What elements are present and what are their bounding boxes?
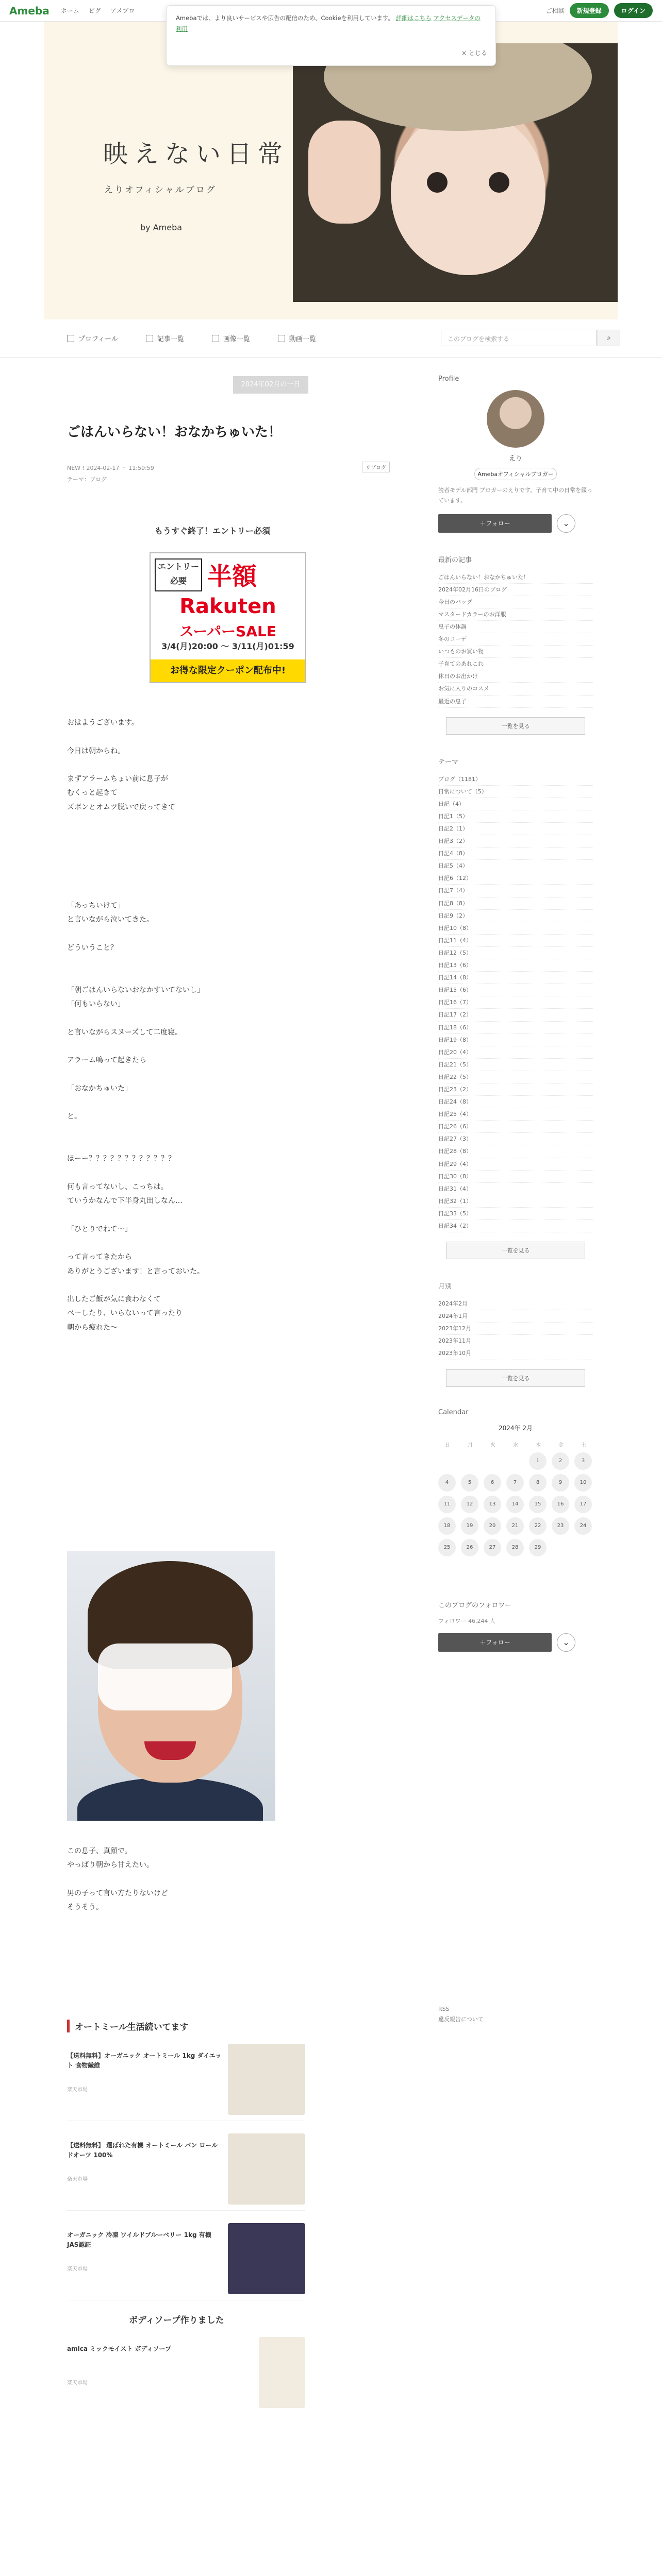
banner-date: 3/4(月)20:00 〜 3/11(月)01:59	[161, 641, 294, 651]
recent-more-button[interactable]: 一覧を見る	[446, 717, 585, 735]
calendar-weekday: 水	[513, 1442, 518, 1448]
date-box: 2024年02月の一日	[233, 376, 308, 394]
archive-item[interactable]: 2024年1月	[438, 1310, 593, 1323]
calendar-day	[574, 1539, 592, 1556]
body-line	[67, 1166, 376, 1180]
calendar-day	[552, 1539, 569, 1556]
blog-header	[44, 22, 618, 319]
calendar-weekday: 月	[468, 1442, 473, 1448]
body-line	[67, 1011, 376, 1025]
post-meta: NEW ! 2024-02-17 ・ 11:59:59	[67, 465, 154, 471]
archive-heading: 月別	[438, 1283, 452, 1291]
theme-item[interactable]: 日記30（8）	[438, 1171, 593, 1183]
follow-row	[438, 514, 593, 533]
cookie-link-data[interactable]: アクセスデータの利用	[176, 14, 481, 32]
recent-item[interactable]: 休日のお出かけ	[438, 670, 593, 683]
avatar[interactable]	[487, 390, 544, 448]
calendar-day	[506, 1452, 524, 1470]
body-line: ありがとうございます！と言っておいた。	[67, 1267, 204, 1276]
photo-blur	[98, 1643, 232, 1710]
ad-shop: 楽天市場	[67, 2177, 88, 2182]
ad-title: amica ミックモイスト ボディソープ	[67, 2345, 172, 2352]
calendar-day[interactable]: 7	[506, 1474, 524, 1492]
sidebar	[438, 375, 593, 1652]
report-link[interactable]: 違反報告について	[438, 2015, 484, 2023]
recent-item[interactable]: 2024年02月16日のブログ	[438, 584, 593, 596]
body-line	[67, 969, 376, 983]
follow-row-2	[438, 1633, 593, 1652]
recent-item[interactable]: 最近の息子	[438, 696, 593, 708]
nav-home[interactable]: ホーム	[60, 7, 79, 14]
nav-articles-label: 記事一覧	[157, 335, 184, 343]
ad-shop: 楽天市場	[67, 2266, 88, 2272]
calendar-weekday: 日	[445, 1442, 450, 1448]
calendar-weekday: 土	[581, 1442, 586, 1448]
post-photo[interactable]	[67, 1551, 275, 1821]
body-line: 朝から疲れた〜	[67, 1323, 118, 1332]
calendar-day[interactable]: 9	[552, 1474, 569, 1492]
recent-item[interactable]: 冬のコーデ	[438, 633, 593, 646]
theme-item[interactable]: 日記19（8）	[438, 1034, 593, 1046]
ad-item[interactable]	[67, 2223, 305, 2300]
body-line: ズボンとオムツ脱いで戻ってきて	[67, 803, 175, 811]
theme-item[interactable]: 日記28（8）	[438, 1145, 593, 1158]
ad-image	[228, 2223, 305, 2294]
body-line: 「何もいらない」	[67, 999, 125, 1008]
body-line	[67, 1096, 376, 1110]
theme-item[interactable]: 日常について（5）	[438, 786, 593, 798]
body-line: むくっと起きて	[67, 789, 118, 798]
calendar-day[interactable]: 25	[438, 1539, 456, 1556]
recent-item[interactable]: ごはんいらない！おなかちゅいた！	[438, 571, 593, 584]
nav-ameblo[interactable]: アメブロ	[110, 7, 135, 14]
calendar-weekday: 木	[536, 1442, 541, 1448]
cookie-link-detail[interactable]: 詳細はこちら	[395, 14, 432, 22]
body-line	[67, 758, 376, 772]
body-line: と言いながらスヌーズして二度寝。	[67, 1028, 183, 1037]
body-line	[67, 1067, 376, 1081]
recent-item[interactable]: お気に入りのコスメ	[438, 683, 593, 695]
theme-item[interactable]: 日記33（5）	[438, 1208, 593, 1220]
recent-item[interactable]: マスタードカラーのお洋服	[438, 608, 593, 621]
archive-item[interactable]: 2023年12月	[438, 1323, 593, 1335]
body-line: 「おなかちゅいた」	[67, 1084, 132, 1093]
calendar-day[interactable]: 2	[552, 1452, 569, 1470]
banner-heading: もうすぐ終了！エントリー必須	[155, 526, 271, 536]
body-line: ほーー？？？？？？？？？？？？	[67, 1155, 175, 1163]
list-icon	[146, 335, 153, 342]
ad-image	[228, 2133, 305, 2205]
banner-half: 半額	[207, 562, 257, 591]
blog-search-input[interactable]: このブログを検索する	[441, 330, 597, 346]
body-line: 出したご飯が気に食わなくて	[67, 1295, 161, 1304]
theme-item[interactable]: 日記3（2）	[438, 835, 593, 848]
photo-eye-right	[489, 172, 509, 193]
theme-item[interactable]: 日記31（4）	[438, 1183, 593, 1195]
calendar-day[interactable]: 13	[484, 1496, 501, 1513]
theme-item[interactable]: 日記13（6）	[438, 959, 593, 972]
body-line	[67, 1279, 376, 1293]
calendar-day[interactable]: 20	[484, 1517, 501, 1535]
nav-profile[interactable]	[67, 333, 118, 343]
theme-list	[438, 773, 593, 1232]
calendar-day[interactable]: 27	[484, 1539, 501, 1556]
theme-item[interactable]: 日記23（2）	[438, 1083, 593, 1096]
body-line: まずアラームちょい前に息子が	[67, 775, 168, 784]
theme-item[interactable]: 日記17（2）	[438, 1009, 593, 1021]
banner-sale: スーパーSALE	[179, 623, 276, 640]
ad-heading: オートミール生活続いてます	[67, 2020, 305, 2032]
calendar-day[interactable]: 1	[529, 1452, 547, 1470]
body-line: そうそう。	[67, 1903, 103, 1912]
calendar-month: 2024年 2月	[499, 1424, 533, 1432]
ameba-logo[interactable]: Ameba	[9, 4, 49, 17]
calendar-day[interactable]: 22	[529, 1517, 547, 1535]
reblog-button[interactable]: リブログ	[362, 462, 390, 472]
cookie-banner	[166, 5, 496, 66]
theme-item[interactable]: 日記18（6）	[438, 1022, 593, 1034]
body-line: この息子、真顔で。	[67, 1847, 132, 1855]
ad-item[interactable]	[67, 2044, 305, 2121]
video-icon	[278, 335, 285, 342]
banner-coupon: お得な限定クーポン配布中!	[151, 659, 305, 682]
theme-item[interactable]: 日記11（4）	[438, 935, 593, 947]
calendar-day	[461, 1452, 478, 1470]
theme-item[interactable]: 日記15（6）	[438, 984, 593, 996]
calendar-heading: Calendar	[438, 1408, 469, 1416]
calendar-section	[438, 1409, 593, 1578]
calendar-day[interactable]: 18	[438, 1517, 456, 1535]
follower-heading: このブログのフォロワー	[438, 1601, 512, 1609]
theme-item[interactable]: 日記8（8）	[438, 897, 593, 910]
theme-item[interactable]: 日記20（4）	[438, 1046, 593, 1059]
calendar-day[interactable]: 15	[529, 1496, 547, 1513]
recent-item[interactable]: 今日のバッグ	[438, 596, 593, 608]
archive-item[interactable]: 2023年10月	[438, 1347, 593, 1360]
follower-section	[438, 1600, 593, 1652]
calendar-day[interactable]: 4	[438, 1474, 456, 1492]
nav-pigg[interactable]: ピグ	[88, 7, 101, 14]
photo-face	[391, 110, 545, 275]
ad-title: オーガニック 冷凍 ワイルドブルーベリー 1kg 有機JAS認証	[67, 2231, 211, 2249]
theme-item[interactable]: 日記12（5）	[438, 947, 593, 959]
calendar-day[interactable]: 28	[506, 1539, 524, 1556]
theme-item[interactable]: 日記32（1）	[438, 1195, 593, 1208]
nav-profile-label: プロフィール	[78, 335, 118, 343]
recent-item[interactable]: 子育てのあれこれ	[438, 658, 593, 670]
profile-icon	[67, 335, 74, 342]
body-line: おはようございます。	[67, 719, 139, 727]
archive-item[interactable]: 2023年11月	[438, 1335, 593, 1347]
profile-heading: Profile	[438, 375, 459, 383]
theme-item[interactable]: 日記27（3）	[438, 1133, 593, 1145]
rakuten-banner[interactable]	[150, 552, 306, 683]
calendar-day[interactable]: 6	[484, 1474, 501, 1492]
body-line: 何も言ってないし、こっちは。	[67, 1182, 168, 1191]
body-line: 「ひとりでねて〜」	[67, 1225, 132, 1233]
recent-list	[438, 571, 593, 708]
calendar-weekday: 火	[490, 1442, 495, 1448]
post-body	[67, 716, 376, 1335]
calendar-day[interactable]: 19	[461, 1517, 478, 1535]
ad-item[interactable]	[67, 2133, 305, 2211]
archive-more-button[interactable]: 一覧を見る	[446, 1369, 585, 1387]
calendar-day[interactable]: 10	[574, 1474, 592, 1492]
theme-item[interactable]: 日記24（8）	[438, 1096, 593, 1108]
nav-articles[interactable]	[146, 333, 184, 343]
calendar-day	[438, 1561, 456, 1578]
body-line: どういうこと？	[67, 943, 118, 952]
ad-shop: 楽天市場	[67, 2087, 88, 2093]
theme-item[interactable]: 日記4（8）	[438, 848, 593, 860]
login-button[interactable]: ログイン	[614, 3, 653, 18]
theme-heading: テーマ	[438, 758, 459, 766]
body-line: と。	[67, 1112, 81, 1121]
archive-item[interactable]: 2024年2月	[438, 1298, 593, 1310]
soap-heading: ボディソープ作りました	[129, 2315, 224, 2326]
calendar-day[interactable]: 21	[506, 1517, 524, 1535]
theme-item[interactable]: 日記21（5）	[438, 1059, 593, 1071]
theme-item[interactable]: 日記6（12）	[438, 872, 593, 885]
calendar-day[interactable]: 5	[461, 1474, 478, 1492]
top-right	[546, 3, 653, 18]
body-line: べーしたり、いらないって言ったり	[67, 1309, 183, 1318]
recent-item[interactable]: 息子の体調	[438, 621, 593, 633]
body-line: 男の子って言い方たりないけど	[67, 1889, 168, 1897]
follow-button[interactable]: ＋フォロー	[438, 514, 552, 533]
cookie-text: Amebaでは、より良いサービスや広告の配信のため、Cookieを利用しています。	[176, 14, 394, 22]
body-line: 「朝ごはんいらないおなかすいてないし」	[67, 986, 204, 994]
body-line	[67, 828, 376, 842]
image-icon	[212, 335, 219, 342]
official-badge: Amebaオフィシャルブロガー	[474, 468, 557, 480]
ad-image	[228, 2044, 305, 2115]
body-line: アラーム鳴って起きたら	[67, 1056, 146, 1065]
body-line: と言いながら泣いてきた。	[67, 916, 154, 924]
theme-more-button[interactable]: 一覧を見る	[446, 1242, 585, 1259]
body-line: って言ってきたから	[67, 1253, 132, 1262]
more-icon-2[interactable]: ⌄	[557, 1633, 575, 1652]
theme-item[interactable]: 日記9（2）	[438, 910, 593, 922]
calendar-day[interactable]: 11	[438, 1496, 456, 1513]
banner-entry: エントリー必要	[155, 558, 202, 591]
blog-subtitle: えりオフィシャルブログ	[104, 185, 217, 195]
theme-item[interactable]: 日記25（4）	[438, 1108, 593, 1121]
theme-item[interactable]: 日記7（4）	[438, 885, 593, 897]
nav-images[interactable]	[212, 333, 250, 343]
cookie-close-button[interactable]: × とじる	[461, 49, 487, 57]
blog-title[interactable]: 映えない日常	[103, 140, 289, 168]
theme-item[interactable]: 日記（4）	[438, 798, 593, 810]
article	[67, 361, 390, 1932]
follow-button-2[interactable]: ＋フォロー	[438, 1633, 552, 1652]
calendar-day	[438, 1452, 456, 1470]
search-icon[interactable]: ⌕	[598, 330, 620, 346]
body-line	[67, 1236, 376, 1250]
post-theme[interactable]: テーマ：ブログ	[67, 476, 107, 483]
calendar-day[interactable]: 3	[574, 1452, 592, 1470]
follower-count: フォロワー 46,244 人	[438, 1617, 495, 1624]
calendar-day[interactable]: 23	[552, 1517, 569, 1535]
theme-item[interactable]: 日記22（5）	[438, 1071, 593, 1083]
ad-section	[67, 2020, 305, 2427]
body-line	[67, 1138, 376, 1152]
calendar-grid	[438, 1440, 593, 1578]
theme-item[interactable]: 日記29（4）	[438, 1158, 593, 1171]
nav-videos[interactable]	[278, 333, 316, 343]
theme-item[interactable]: 日記34（2）	[438, 1220, 593, 1232]
calendar-day[interactable]: 8	[529, 1474, 547, 1492]
photo-shirt	[77, 1777, 263, 1821]
ad-title: 【送料無料】 選ばれた有機 オートミール パン ロールドオーツ 100%	[67, 2142, 218, 2159]
profile-desc: 読者モデル部門 ブロガーのえりです。子育て中の日常を綴っています。	[438, 487, 593, 504]
theme-item[interactable]: 日記14（8）	[438, 972, 593, 984]
theme-item[interactable]: 日記1（5）	[438, 810, 593, 823]
archive-section	[438, 1281, 593, 1386]
theme-section	[438, 756, 593, 1259]
profile-name[interactable]: えり	[508, 455, 522, 463]
ad-title: 【送料無料】オーガニック オートミール 1kg ダイエット 食物繊維	[67, 2052, 222, 2070]
body-line	[67, 871, 376, 885]
calendar-day[interactable]: 24	[574, 1517, 592, 1535]
calendar-day[interactable]: 26	[461, 1539, 478, 1556]
theme-item[interactable]: 日記10（8）	[438, 922, 593, 935]
photo-eye-left	[427, 172, 448, 193]
recent-item[interactable]: いつものお買い物	[438, 646, 593, 658]
sidebar-footer	[438, 2004, 484, 2025]
theme-item[interactable]: 日記16（7）	[438, 996, 593, 1009]
nav-videos-label: 動画一覧	[289, 335, 316, 343]
post-title[interactable]: ごはんいらない！おなかちゅいた！	[67, 425, 282, 440]
top-nav	[61, 6, 142, 15]
calendar-day[interactable]: 17	[574, 1496, 592, 1513]
calendar-day[interactable]: 12	[461, 1496, 478, 1513]
body-line	[67, 730, 376, 744]
body-line: ていうかなんで下半身丸出しなん…	[67, 1197, 183, 1206]
calendar-day	[484, 1452, 501, 1470]
calendar-weekday: 金	[558, 1442, 564, 1448]
photo-hand	[308, 121, 380, 224]
calendar-day[interactable]: 14	[506, 1496, 524, 1513]
body-line	[67, 885, 376, 899]
ad-image	[259, 2337, 305, 2408]
by-ameba: by Ameba	[140, 223, 183, 232]
body-line	[67, 1040, 376, 1054]
help-link[interactable]: ご相談	[545, 7, 565, 14]
post-body-2	[67, 1844, 376, 1914]
body-line: やっぱり朝から甘えたい。	[67, 1861, 154, 1870]
recent-heading: 最新の記事	[438, 556, 472, 564]
calendar-day[interactable]: 29	[529, 1539, 547, 1556]
body-line	[67, 955, 376, 969]
rss-link[interactable]: RSS	[438, 2006, 450, 2012]
banner-brand: Rakuten	[179, 595, 276, 618]
body-line	[67, 1873, 376, 1887]
body-line	[67, 1208, 376, 1222]
body-line: 「あっちいけて」	[67, 901, 125, 910]
archive-list	[438, 1298, 593, 1360]
body-line	[67, 857, 376, 871]
more-icon[interactable]: ⌄	[557, 514, 575, 533]
nav-images-label: 画像一覧	[223, 335, 250, 343]
theme-item[interactable]: ブログ（1181）	[438, 773, 593, 786]
calendar-day[interactable]: 16	[552, 1496, 569, 1513]
theme-item[interactable]: 日記5（4）	[438, 860, 593, 872]
theme-item[interactable]: 日記2（1）	[438, 823, 593, 835]
ad-item[interactable]	[67, 2337, 305, 2414]
header-photo	[293, 43, 618, 302]
theme-item[interactable]: 日記26（6）	[438, 1121, 593, 1133]
body-line	[67, 815, 376, 828]
recent-section	[438, 554, 593, 735]
ad-shop: 楽天市場	[67, 2380, 88, 2386]
register-button[interactable]: 新規登録	[570, 3, 609, 18]
body-line	[67, 1124, 376, 1138]
body-line	[67, 927, 376, 941]
body-line	[67, 843, 376, 857]
body-line: 今日は朝からね。	[67, 747, 125, 755]
